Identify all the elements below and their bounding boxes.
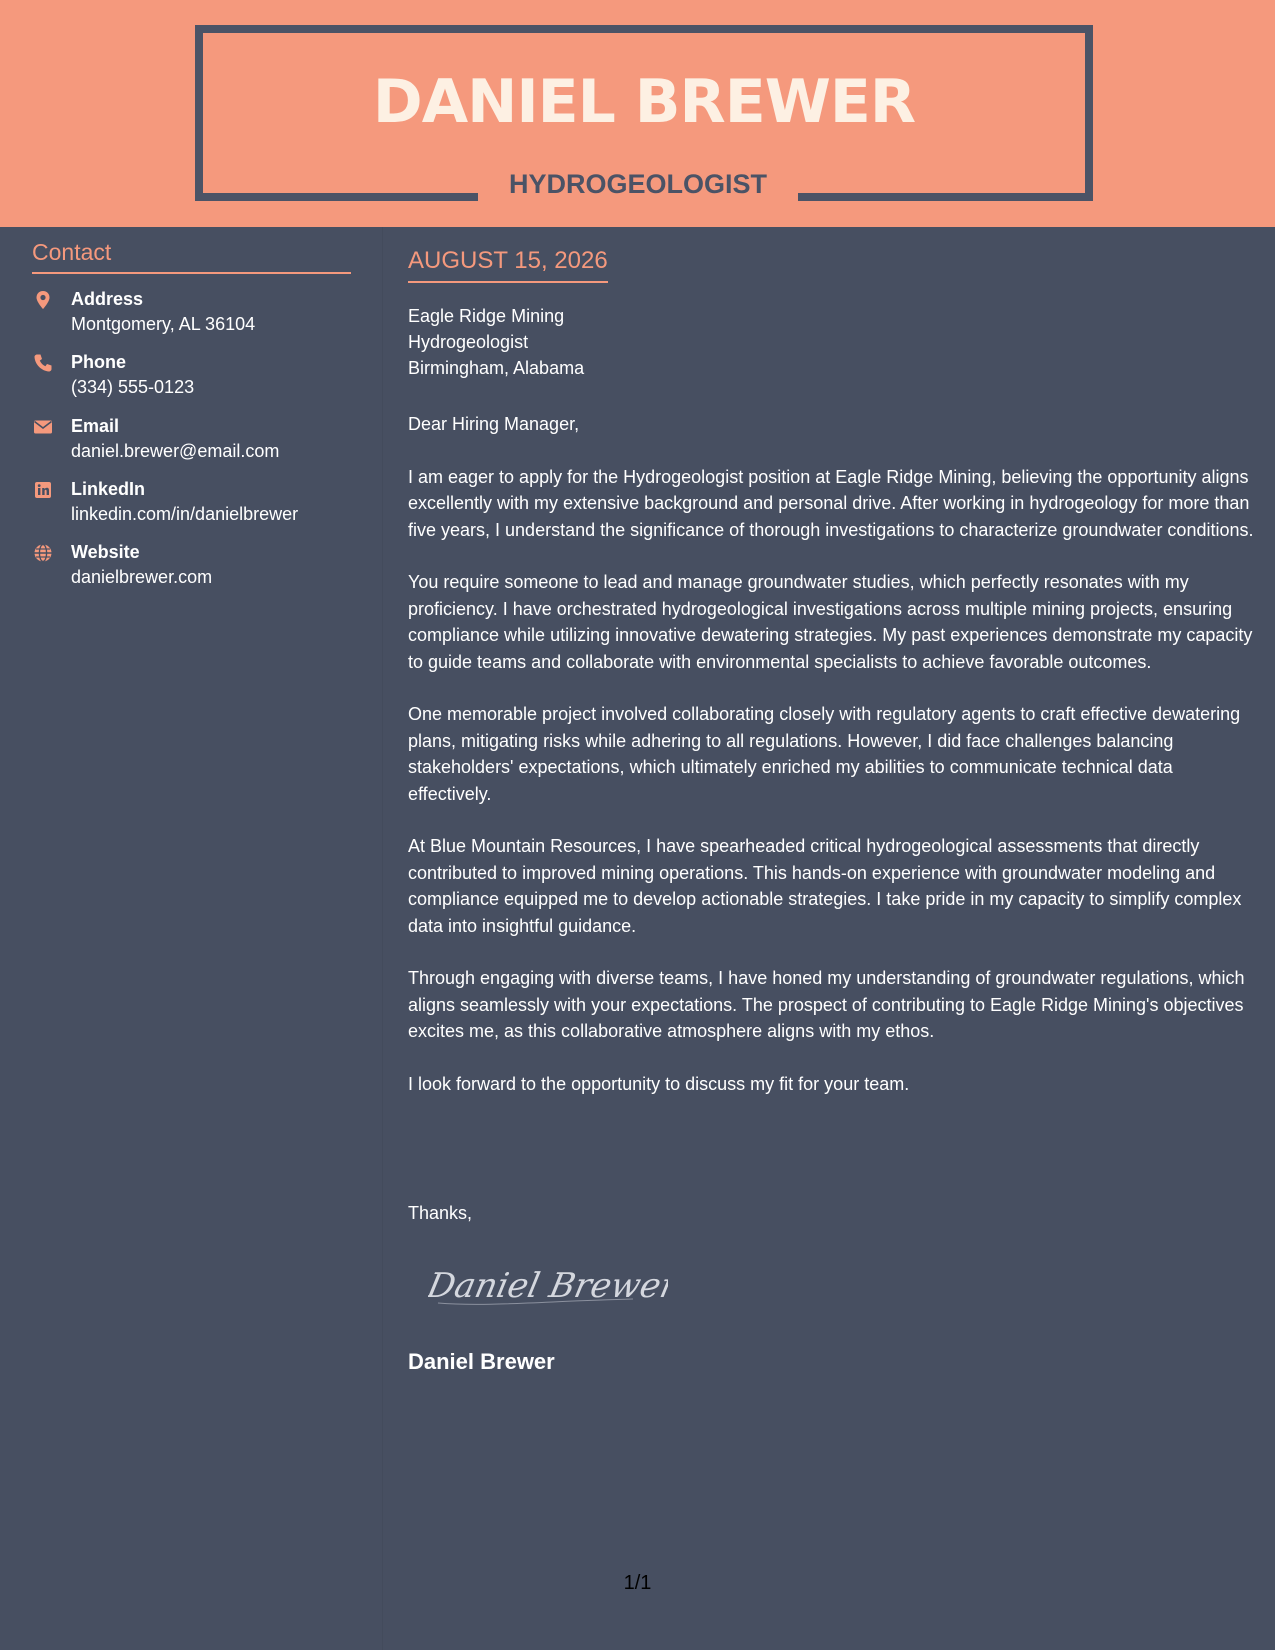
signature-text: Daniel Brewer bbox=[428, 1266, 668, 1306]
website-value: danielbrewer.com bbox=[71, 567, 213, 587]
phone-value: (334) 555-0123 bbox=[71, 377, 195, 397]
signed-name: Daniel Brewer bbox=[408, 1349, 555, 1374]
salutation: Dear Hiring Manager, bbox=[408, 414, 580, 434]
recipient-location: Birmingham, Alabama bbox=[408, 358, 585, 378]
applicant-name: DANIEL BREWER bbox=[372, 67, 916, 137]
linkedin-icon bbox=[32, 479, 54, 501]
letter-date: AUGUST 15, 2026 bbox=[408, 245, 608, 283]
contact-item-address bbox=[32, 287, 372, 343]
recipient-position: Hydrogeologist bbox=[408, 332, 529, 352]
paragraph: I look forward to the opportunity to discuss my fit for your team. bbox=[408, 1073, 910, 1094]
contact-sidebar bbox=[0, 227, 383, 1650]
contact-item-website bbox=[32, 540, 372, 596]
contact-item-linkedin bbox=[32, 477, 372, 533]
contact-label: Email bbox=[71, 416, 120, 436]
contact-label: Website bbox=[71, 542, 140, 562]
contact-item-phone bbox=[32, 350, 372, 406]
contact-label: Phone bbox=[71, 352, 127, 372]
linkedin-value: linkedin.com/in/danielbrewer bbox=[71, 504, 299, 524]
contact-divider bbox=[32, 272, 351, 274]
letter-text bbox=[408, 411, 1254, 1123]
page-number: 1/1 bbox=[623, 1572, 652, 1594]
address-value: Montgomery, AL 36104 bbox=[71, 314, 256, 334]
header-banner bbox=[0, 0, 1275, 227]
contact-item-email bbox=[32, 414, 372, 470]
contact-label: LinkedIn bbox=[71, 479, 146, 499]
recipient-block bbox=[408, 303, 584, 381]
paragraph: I am eager to apply for the Hydrogeologist position at Eagle Ridge Mining, believing the opportunity aligns excellently with my extensive background and personal drive. After working in hydrogeology for more than five years, I understand the significance of thorough investigations to characterize groundwater conditions. bbox=[408, 466, 1254, 540]
envelope-icon bbox=[32, 416, 54, 438]
email-value: daniel.brewer@email.com bbox=[71, 441, 280, 461]
phone-icon bbox=[32, 352, 54, 374]
globe-icon bbox=[32, 542, 54, 564]
paragraph: Through engaging with diverse teams, I have honed my understanding of groundwater regulations, which aligns seamlessly with your expectations. The prospect of contributing to Eagle Ridge Mining's objectives excites me, as this collaborative atmosphere aligns with my ethos. bbox=[408, 968, 1245, 1041]
contact-heading: Contact bbox=[32, 239, 112, 265]
paragraph: At Blue Mountain Resources, I have spearheaded critical hydrogeological assessments that directly contributed to improved mining operations. This hands-on experience with groundwater modeling and compliance equipped me to develop actionable strategies. I take pride in my capacity to simplify complex data into insightful guidance. bbox=[408, 836, 1242, 936]
contact-label: Address bbox=[71, 289, 144, 309]
paragraph: One memorable project involved collaborating closely with regulatory agents to craft effective dewatering plans, mitigating risks while adhering to all regulations. However, I did face challenges balancing stakeholders' expectations, which ultimately enriched my abilities to communicate technical data effectively. bbox=[408, 704, 1241, 804]
job-title: HYDROGEOLOGIST bbox=[508, 169, 768, 199]
paragraph: You require someone to lead and manage groundwater studies, which perfectly resonates with my proficiency. I have orchestrated hydrogeological investigations across multiple mining projects, ensuring compliance while utilizing innovative dewatering strategies. My past experiences demonstrate my capacity to guide teams and collaborate with environmental specialists to achieve favorable outcomes. bbox=[408, 572, 1253, 672]
recipient-company: Eagle Ridge Mining bbox=[408, 306, 565, 326]
handwritten-signature bbox=[428, 1257, 668, 1312]
closing: Thanks, bbox=[408, 1203, 473, 1223]
map-pin-icon bbox=[32, 289, 54, 311]
